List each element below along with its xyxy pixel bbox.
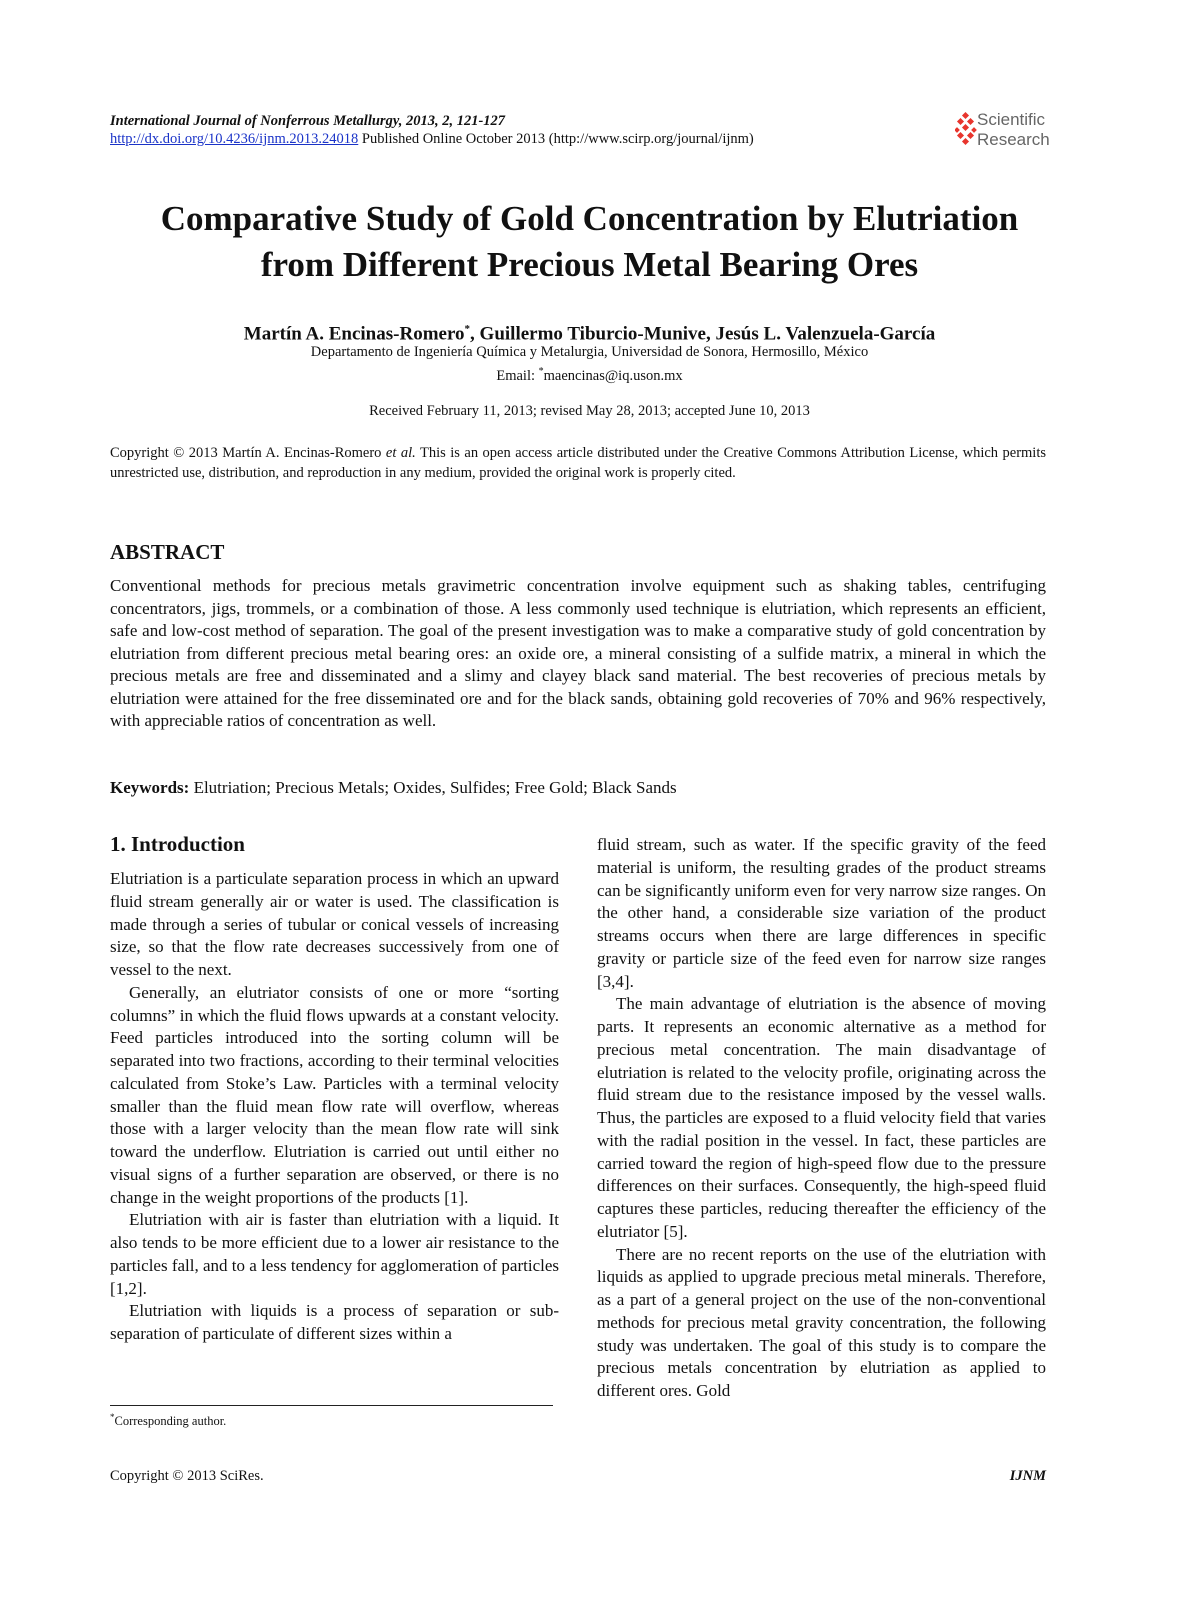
footnote-divider — [110, 1405, 553, 1406]
logo-text — [977, 110, 1050, 150]
title-line-2: from Different Precious Metal Bearing Ores — [260, 245, 919, 284]
right-column — [597, 834, 1046, 1403]
email-label: Email: — [496, 367, 539, 384]
footnote — [110, 1410, 226, 1428]
paper-title — [40, 196, 1139, 288]
footnote-mark: * — [110, 1412, 115, 1422]
footer-journal-abbrev: IJNM — [1009, 1468, 1046, 1484]
paragraph: Generally, an elutriator consists of one or more “sorting columns” in which the fluid flows upwards at a constant velocity. Feed particles introduced into the sorting column will be separated into two fractions, according to their terminal velocities calculated from Stoke’s Law. Particles with a terminal velocity smaller than the fluid mean flow rate will overflow, whereas those with a larger velocity than the mean flow rate will sink toward the underflow. Elutriation is carried out until either no visual signs of a further separation are observed, or there is no change in the weight proportions of the products [1]. — [110, 982, 559, 1207]
authors-rest: , Guillermo Tiburcio-Munive, Jesús L. Valenzuela-García — [470, 323, 936, 345]
logo-line-2: Research — [977, 130, 1050, 149]
author-list — [0, 318, 1179, 345]
paragraph: The main advantage of elutriation is the absence of moving parts. It represents an economic alternative as a method for precious metal concentration. The main disadvantage of elutriation is related to the velocity profile, originating across the fluid stream due to the resistance imposed by the vessel walls. Thus, the particles are exposed to a fluid velocity field that varies with the radial position in the vessel. In fact, these particles are carried toward the region of high-speed flow due to the pressure differences on their surfaces. Consequently, the high-speed fluid captures these particles, reducing thereafter the efficiency of the elutriator [5]. — [597, 994, 1046, 1241]
diamond-cluster-icon — [955, 111, 977, 151]
doi-line — [110, 131, 754, 148]
email-mark: * — [538, 366, 544, 377]
copyright-part-b: This is an open access article distributed under the Creative Commons Attribution License, which permits unrestricted use, distribution, and reproduction in any medium, provided the original work is properly cited. — [110, 445, 1047, 481]
journal-citation — [110, 113, 505, 130]
paragraph: Elutriation is a particulate separation process in which an upward fluid stream generally air or water is used. The classification is made through a series of tubular or conical vessels of increasing size, so that the flow rate decreases successively from one of vessel to the next. — [110, 869, 559, 979]
journal-name: International Journal of Nonferrous Metallurgy — [110, 113, 399, 129]
logo-line-1: Scientific — [977, 110, 1046, 129]
keywords-label: Keywords: — [110, 778, 190, 797]
journal-details: , 2013, 2, 121-127 — [398, 113, 506, 129]
keywords — [110, 777, 1046, 799]
copyright-etal: et al. — [385, 445, 416, 461]
paragraph: There are no recent reports on the use of the elutriation with liquids as applied to upgrade precious metal minerals. Therefore, as a part of a general project on the use of the non-conventional methods for precious metal gravity concentration, the following study was undertaken. The goal of this study is to compare the precious metals concentration by elutriation as applied to different ores. Gold — [597, 1244, 1046, 1400]
email-address: maencinas@iq.uson.mx — [543, 367, 683, 384]
email-line — [0, 363, 1179, 385]
abstract-heading: ABSTRACT — [110, 540, 225, 564]
received-dates: Received February 11, 2013; revised May 28, 2013; accepted June 10, 2013 — [369, 403, 810, 419]
paragraph: fluid stream, such as water. If the specific gravity of the feed material is uniform, the resulting grades of the product streams can be significantly uniform even for very narrow size ranges. On the other hand, a considerable size variation of the product streams occurs when there are large differences in specific gravity or particle size of the feed even for narrow size ranges [3,4]. — [597, 835, 1046, 991]
copyright-notice — [110, 443, 1046, 483]
doi-link[interactable]: http://dx.doi.org/10.4236/ijnm.2013.24018 — [110, 131, 359, 147]
title-line-1: Comparative Study of Gold Concentration by Elutriation — [160, 199, 1019, 238]
author-1-mark: * — [464, 323, 471, 335]
affiliation: Departamento de Ingeniería Química y Metalurgia, Universidad de Sonora, Hermosillo, México — [310, 344, 869, 360]
author-1: Martín A. Encinas-Romero — [243, 323, 465, 345]
footnote-text: Corresponding author. — [114, 1414, 227, 1429]
keywords-list: Elutriation; Precious Metals; Oxides, Sulfides; Free Gold; Black Sands — [189, 778, 677, 797]
abstract-text: Conventional methods for precious metals gravimetric concentration involve equipment such as shaking tables, centrifuging concentrators, jigs, trommels, or a combination of those. A less commonly used technique is elutriation, which represents an efficient, safe and low-cost method of separation. The goal of the present investigation was to make a comparative study of gold concentration by elutriation from different precious metal bearing ores: an oxide ore, a mineral consisting of a sulfide matrix, a mineral in which the precious metals are free and disseminated and a slimy and clayey black sand material. The best recoveries of precious metals by elutriation were attained for the free disseminated ore and for the black sands, obtaining gold recoveries of 70% and 96% respectively, with appreciable ratios of concentration as well. — [110, 576, 1046, 730]
paragraph: Elutriation with liquids is a process of separation or sub-separation of particulate of different sizes within a — [110, 1301, 559, 1343]
section-heading-introduction: 1. Introduction — [110, 832, 245, 856]
left-column — [110, 868, 559, 1346]
scientific-research-logo — [955, 110, 1055, 152]
published-online: Published Online October 2013 (http://www.scirp.org/journal/ijnm) — [358, 131, 754, 147]
paragraph: Elutriation with air is faster than elutriation with a liquid. It also tends to be more efficient due to a lower air resistance to the particles fall, and to a less tendency for agglomeration of particles [1,2]. — [110, 1210, 559, 1298]
copyright-part-a: Copyright © 2013 Martín A. Encinas-Romero — [110, 445, 386, 461]
footer-copyright: Copyright © 2013 SciRes. — [110, 1468, 264, 1484]
